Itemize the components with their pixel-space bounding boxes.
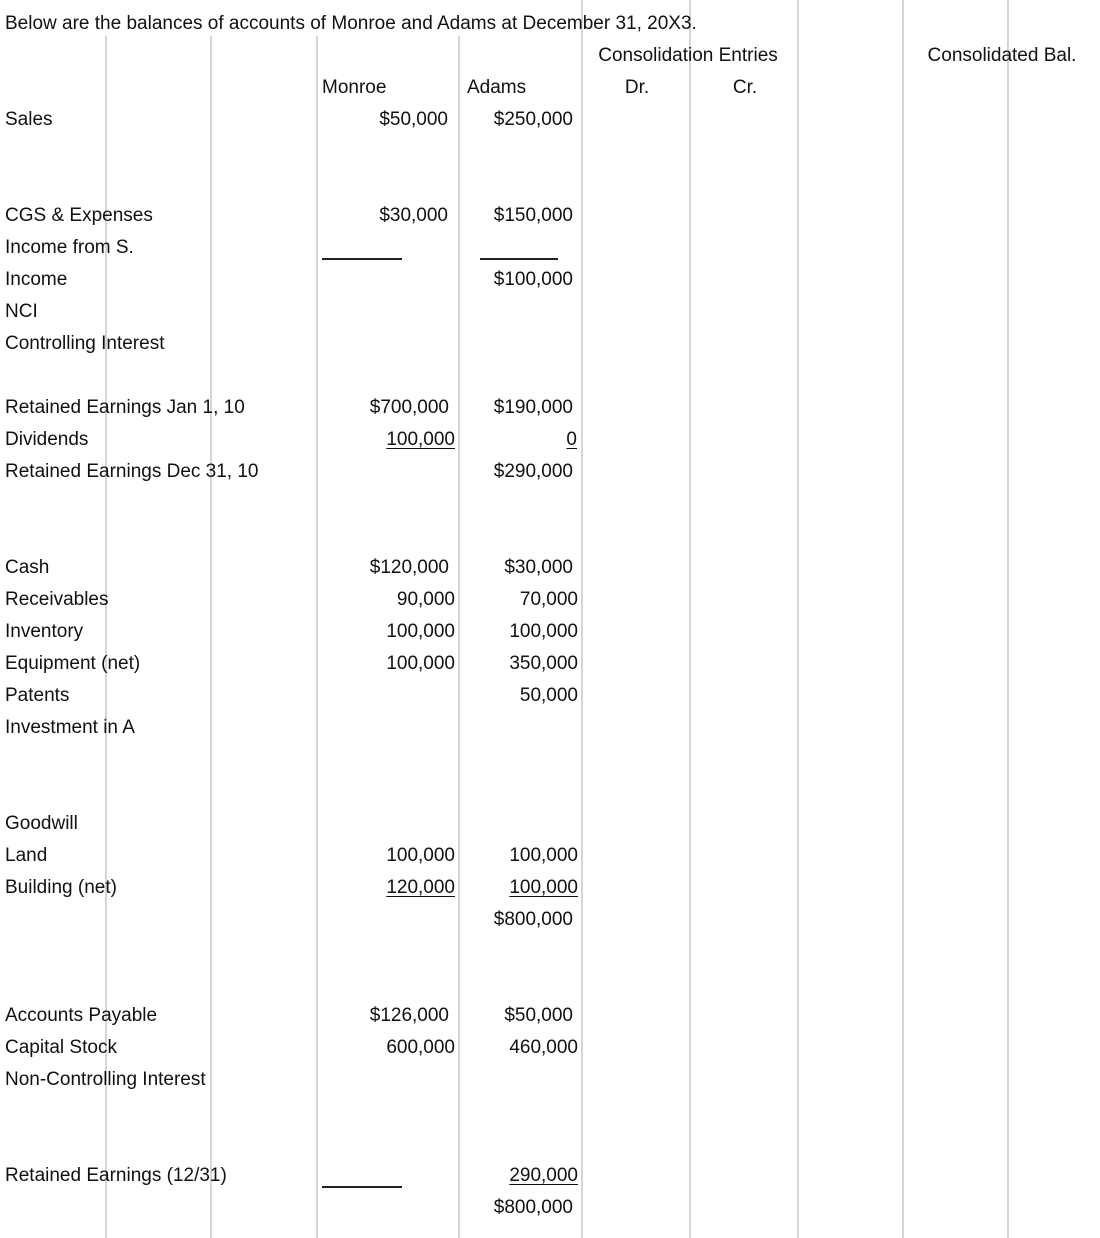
label-building[interactable]: Building (net) [5,877,117,898]
label-receivables[interactable]: Receivables [5,589,109,610]
label-nci[interactable]: NCI [5,301,38,322]
label-accounts-payable[interactable]: Accounts Payable [5,1005,158,1026]
header-adams[interactable]: Adams [467,77,527,98]
label-cash[interactable]: Cash [5,557,50,578]
label-land[interactable]: Land [5,845,48,866]
label-sales[interactable]: Sales [5,109,53,130]
header-dr[interactable]: Dr. [624,77,650,98]
monroe-building[interactable]: 120,000 [386,877,455,898]
adams-sales[interactable]: $250,000 [493,109,573,130]
adams-receivables[interactable]: 70,000 [519,589,578,610]
header-cr[interactable]: Cr. [732,77,758,98]
label-cgs-expenses[interactable]: CGS & Expenses [5,205,153,226]
label-goodwill[interactable]: Goodwill [5,813,78,834]
label-dividends[interactable]: Dividends [5,429,89,450]
adams-cash[interactable]: $30,000 [504,557,573,578]
adams-equipment[interactable]: 350,000 [509,653,578,674]
label-re-jan[interactable]: Retained Earnings Jan 1, 10 [5,397,245,418]
adams-re-jan[interactable]: $190,000 [493,397,573,418]
monroe-inventory[interactable]: 100,000 [386,621,455,642]
label-re-dec[interactable]: Retained Earnings Dec 31, 10 [5,461,259,482]
label-inventory[interactable]: Inventory [5,621,84,642]
adams-land[interactable]: 100,000 [509,845,578,866]
adams-total-assets[interactable]: $800,000 [493,909,573,930]
blank-underline-monroe [322,258,402,260]
label-patents[interactable]: Patents [5,685,70,706]
adams-re-1231[interactable]: 290,000 [509,1165,578,1186]
header-monroe[interactable]: Monroe [322,77,387,98]
label-non-controlling-interest[interactable]: Non-Controlling Interest [5,1069,206,1090]
sheet-title[interactable]: Below are the balances of accounts of Monroe and Adams at December 31, 20X3. [5,13,697,34]
label-capital-stock[interactable]: Capital Stock [5,1037,117,1058]
monroe-dividends[interactable]: 100,000 [386,429,455,450]
label-income[interactable]: Income [5,269,68,290]
monroe-capital-stock[interactable]: 600,000 [386,1037,455,1058]
adams-accounts-payable[interactable]: $50,000 [504,1005,573,1026]
adams-inventory[interactable]: 100,000 [509,621,578,642]
adams-re-dec[interactable]: $290,000 [493,461,573,482]
header-consolidation-entries[interactable]: Consolidation Entries [598,45,778,66]
monroe-cgs-expenses[interactable]: $30,000 [379,205,448,226]
blank-underline-monroe-re [322,1186,402,1188]
monroe-re-jan[interactable]: $700,000 [369,397,449,418]
monroe-receivables[interactable]: 90,000 [396,589,455,610]
adams-building[interactable]: 100,000 [509,877,578,898]
monroe-accounts-payable[interactable]: $126,000 [369,1005,449,1026]
monroe-cash[interactable]: $120,000 [369,557,449,578]
monroe-sales[interactable]: $50,000 [379,109,448,130]
adams-dividends[interactable]: 0 [566,429,577,450]
adams-capital-stock[interactable]: 460,000 [509,1037,578,1058]
label-controlling-interest[interactable]: Controlling Interest [5,333,165,354]
adams-patents[interactable]: 50,000 [519,685,578,706]
label-re-1231[interactable]: Retained Earnings (12/31) [5,1165,227,1186]
label-investment-in-a[interactable]: Investment in A [5,717,135,738]
monroe-land[interactable]: 100,000 [386,845,455,866]
label-equipment[interactable]: Equipment (net) [5,653,141,674]
header-consolidated-bal[interactable]: Consolidated Bal. [927,45,1077,66]
adams-total-liabilities[interactable]: $800,000 [493,1197,573,1218]
monroe-equipment[interactable]: 100,000 [386,653,455,674]
label-income-from-s[interactable]: Income from S. [5,237,134,258]
adams-income[interactable]: $100,000 [493,269,573,290]
adams-cgs-expenses[interactable]: $150,000 [493,205,573,226]
blank-underline-adams [480,258,558,260]
